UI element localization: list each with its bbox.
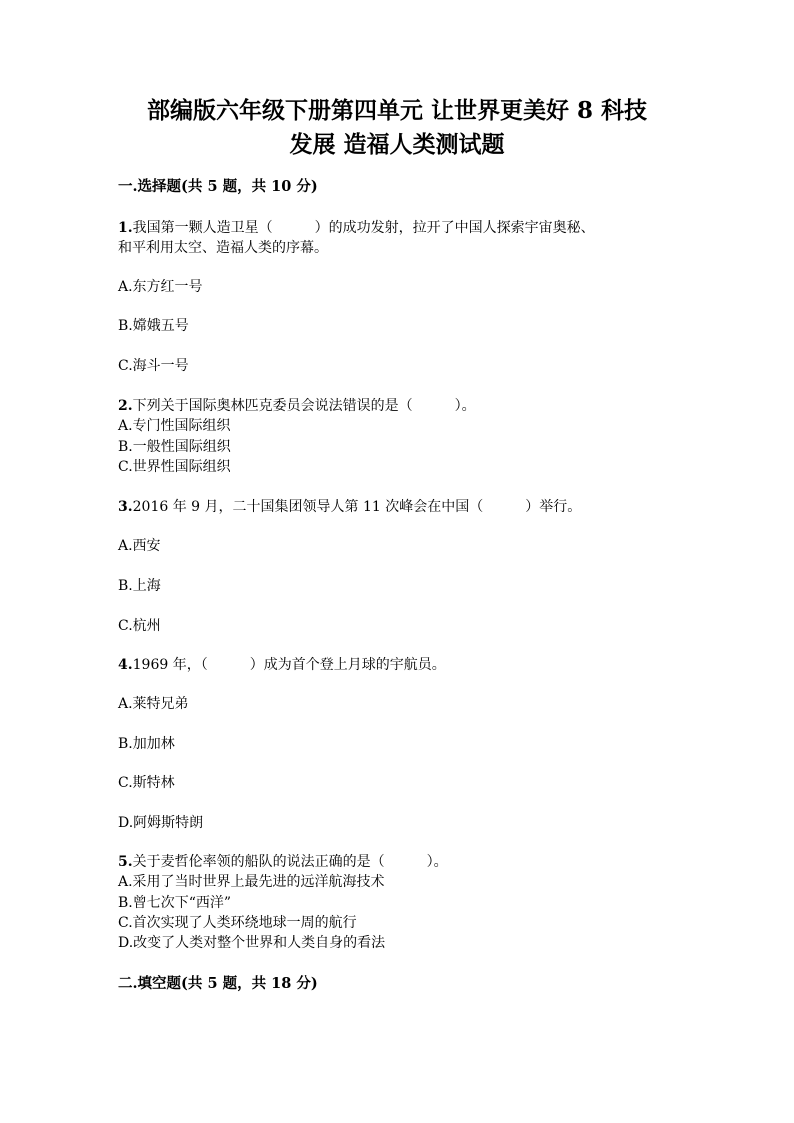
question-3-option-a: A.西安 [118, 538, 161, 554]
question-1-option-a: A.东方红一号 [118, 279, 203, 295]
question-5-option-a: A.采用了当时世界上最先进的远洋航海技术 [118, 874, 385, 890]
question-number: 1. [118, 220, 133, 236]
question-5-option-b: B.曾七次下“西洋” [118, 895, 232, 911]
question-2-option-c: C.世界性国际组织 [118, 459, 231, 475]
question-3-option-b: B.上海 [118, 578, 161, 594]
section-heading-fill-in-blank: 二.填空题(共 5 题，共 18 分) [118, 975, 318, 992]
question-3-option-c: C.杭州 [118, 618, 161, 634]
question-4-line-1 [118, 655, 446, 675]
question-text: 我国第一颗人造卫星（ ）的成功发射，拉开了中国人探索宇宙奥秘、 [132, 220, 595, 236]
question-5-line-1 [118, 852, 448, 872]
question-3-line-1 [118, 497, 581, 517]
question-text: 关于麦哲伦率领的船队的说法正确的是（ ）。 [132, 854, 448, 870]
question-text: 2016 年 9 月，二十国集团领导人第 11 次峰会在中国（ ）举行。 [132, 499, 582, 515]
page-title-line-1: 部编版六年级下册第四单元 让世界更美好 8 科技 [146, 97, 648, 124]
question-number: 3. [118, 499, 133, 515]
question-4-option-c: C.斯特林 [118, 775, 175, 791]
question-4-option-d: D.阿姆斯特朗 [118, 815, 204, 831]
page-title-line-2: 发展 造福人类测试题 [289, 131, 505, 158]
question-5-option-d: D.改变了人类对整个世界和人类自身的看法 [118, 935, 386, 951]
question-1-line-1 [118, 218, 595, 238]
question-1-option-c: C.海斗一号 [118, 358, 189, 374]
question-text: 下列关于国际奥林匹克委员会说法错误的是（ ）。 [132, 398, 476, 414]
section-heading-multiple-choice: 一.选择题(共 5 题，共 10 分) [118, 178, 318, 195]
question-2-line-1 [118, 396, 476, 416]
question-number: 4. [118, 657, 133, 673]
question-text: 1969 年，（ ）成为首个登上月球的宇航员。 [132, 657, 446, 673]
question-4-option-b: B.加加林 [118, 736, 175, 752]
question-number: 5. [118, 854, 133, 870]
question-4-option-a: A.莱特兄弟 [118, 696, 189, 712]
question-2-option-a: A.专门性国际组织 [118, 418, 231, 434]
question-1-line-2: 和平利用太空、造福人类的序幕。 [118, 240, 328, 256]
question-number: 2. [118, 398, 133, 414]
question-1-option-b: B.嫦娥五号 [118, 318, 189, 334]
question-2-option-b: B.一般性国际组织 [118, 439, 231, 455]
question-5-option-c: C.首次实现了人类环绕地球一周的航行 [118, 915, 357, 931]
